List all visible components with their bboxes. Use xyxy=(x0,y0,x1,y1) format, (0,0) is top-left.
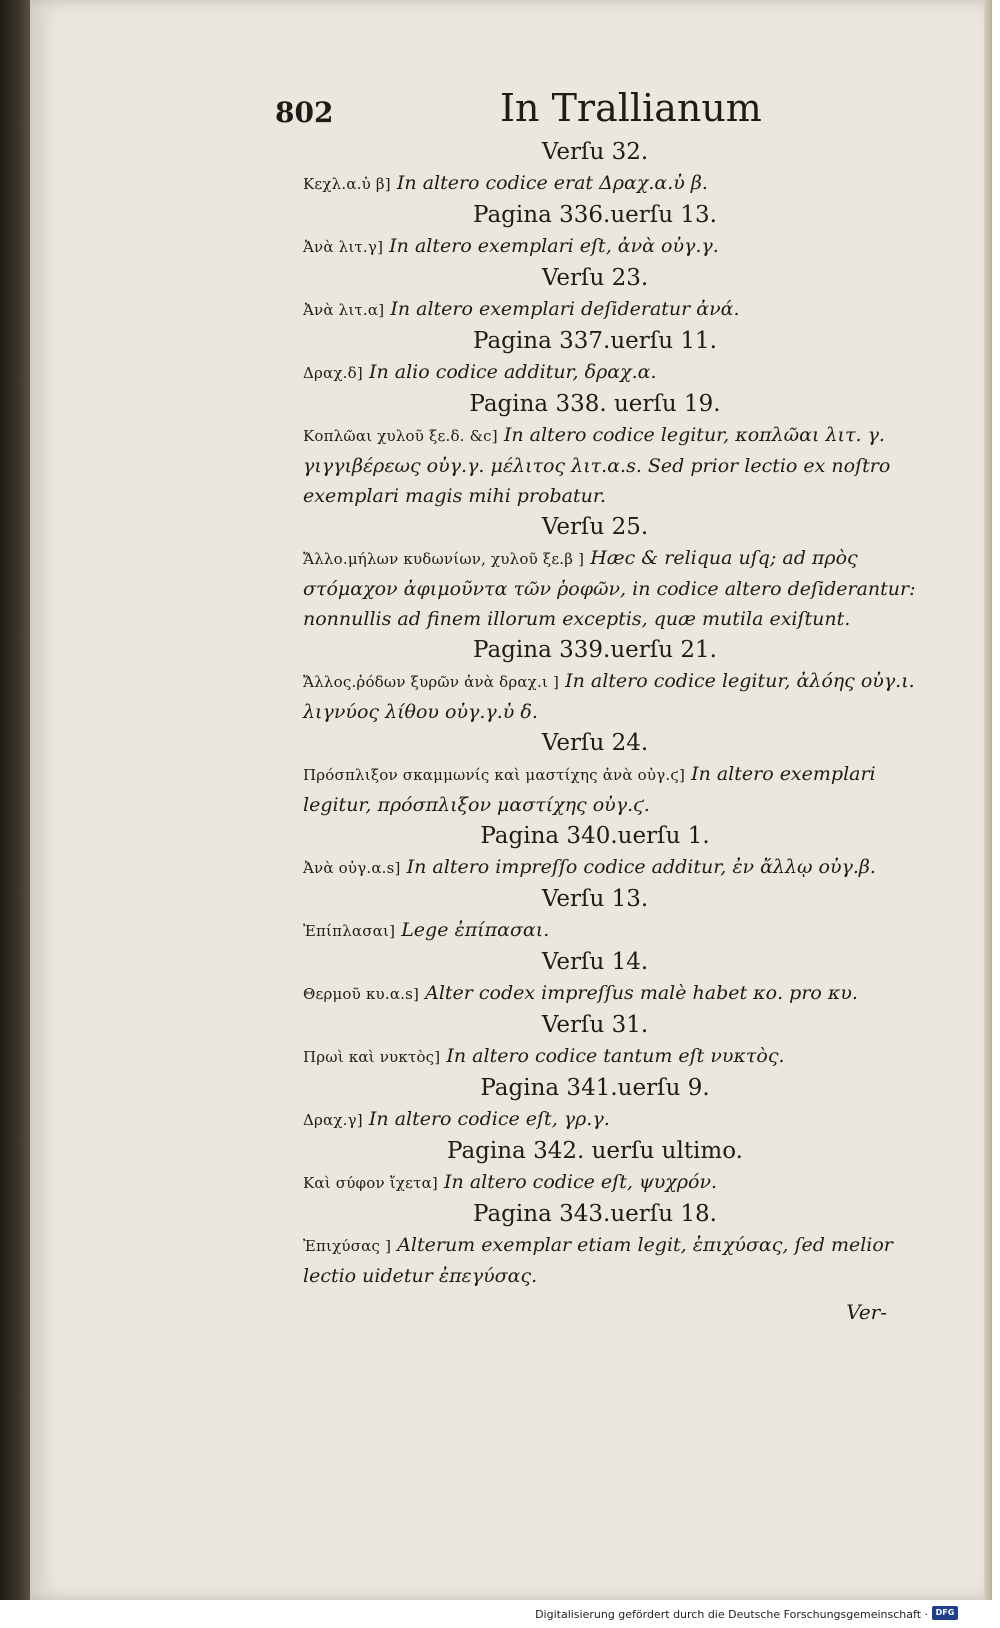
note-lemma: Κοπλῶαι χυλοῦ ξε.δ. &c] xyxy=(303,427,498,445)
note-lemma: Ἐπίπλασαι] xyxy=(303,922,396,940)
note xyxy=(265,168,925,199)
note-text: In altero codice eſt, γρ.γ. xyxy=(368,1108,610,1130)
section-heading: Pagina 339.uerſu 21. xyxy=(473,637,717,663)
note xyxy=(265,1230,925,1291)
section-heading: Pagina 342. uerſu ultimo. xyxy=(447,1138,743,1164)
note-lemma: Ἄλλος.ῥόδων ξυρῶν ἀνὰ δραχ.ι ] xyxy=(303,673,560,691)
note-text: Alter codex impreſſus malè habet κο. pro κυ. xyxy=(425,982,858,1004)
note-lemma: Δραχ.δ] xyxy=(303,364,363,382)
digitization-footer xyxy=(0,1600,1000,1628)
section-heading: Pagina 341.uerſu 9. xyxy=(480,1075,710,1101)
note xyxy=(265,759,925,820)
note-text: In altero impreſſo codice additur, ἐν ἄλλῳ οὐγ.β. xyxy=(406,856,876,878)
note-text: In altero codice tantum eſt νυκτὸς. xyxy=(446,1045,785,1067)
note xyxy=(265,852,925,883)
note-lemma: Θερμοῦ κυ.α.s] xyxy=(303,985,420,1003)
note xyxy=(265,1104,925,1135)
note-lemma: Ἀνὰ οὐγ.α.s] xyxy=(303,859,401,877)
note xyxy=(265,978,925,1009)
note xyxy=(265,666,925,727)
book-page xyxy=(30,0,992,1600)
commentary-text xyxy=(265,136,925,1291)
running-head: In Trallianum xyxy=(500,86,762,130)
note-lemma: Πρόσπλιξον σκαμμωνίς καὶ μαστίχης ἀνὰ οὐγ.ϛ] xyxy=(303,766,686,784)
funding-notice: Digitalisierung gefördert durch die Deutsche Forschungsgemeinschaft · xyxy=(535,1608,928,1621)
note-text: In altero codice eſt, ψυχρόν. xyxy=(444,1171,718,1193)
note-lemma: Πρωὶ καὶ νυκτὸς] xyxy=(303,1048,441,1066)
note-lemma: Καὶ σύφον ἴχετα] xyxy=(303,1174,438,1192)
section-heading: Verſu 24. xyxy=(541,730,649,756)
section-heading: Pagina 338. uerſu 19. xyxy=(469,391,721,417)
note xyxy=(265,1041,925,1072)
section-heading: Verſu 23. xyxy=(541,265,649,291)
page-header xyxy=(30,86,992,136)
note-text: In altero exemplari deſideratur ἀνά. xyxy=(390,298,740,320)
section-heading: Verſu 32. xyxy=(541,139,649,165)
note-lemma: Κεχλ.α.ὐ β] xyxy=(303,175,391,193)
section-heading: Verſu 25. xyxy=(541,514,649,540)
catchword: Ver- xyxy=(846,1300,887,1324)
section-heading: Pagina 336.uerſu 13. xyxy=(473,202,717,228)
note-text: In altero exemplari eſt, ἀνὰ οὐγ.γ. xyxy=(389,235,719,257)
note-text: In altero codice legitur, ἀλόης οὐγ.ι. λιγνύος λίθου οὐγ.γ.ὐ δ. xyxy=(303,670,915,723)
note-text: Lege ἐπίπασαι. xyxy=(401,919,550,941)
section-heading: Verſu 31. xyxy=(541,1012,649,1038)
note-lemma: Ἀνὰ λιτ.α] xyxy=(303,301,385,319)
note-text: Alterum exemplar etiam legit, ἐπιχύσας, ſed melior lectio uidetur ἐπεγύσας. xyxy=(303,1234,893,1287)
note xyxy=(265,420,925,511)
note xyxy=(265,231,925,262)
note-text: Hæc & reliqua uſq; ad πρὸς στόμαχον ἀφιμοῦντα τῶν ῥοφῶν, in codice altero deſiderantur: nonnullis ad finem illorum exceptis, quæ mutila exiſtunt. xyxy=(303,547,916,630)
book-binding-edge xyxy=(0,0,30,1600)
note xyxy=(265,915,925,946)
section-heading: Pagina 340.uerſu 1. xyxy=(480,823,710,849)
note-text: In altero codice erat Δραχ.α.ὐ β. xyxy=(396,172,708,194)
note-lemma: Ἀνὰ λιτ.γ] xyxy=(303,238,384,256)
section-heading: Pagina 343.uerſu 18. xyxy=(473,1201,717,1227)
section-heading: Verſu 14. xyxy=(541,949,649,975)
note-text: In altero exemplari legitur, πρόσπλιξον μαστίχης οὐγ.ϛ. xyxy=(303,763,876,816)
page-edge xyxy=(984,0,992,1600)
note-lemma: Δραχ.γ] xyxy=(303,1111,363,1129)
note-lemma: Ἐπιχύσας ] xyxy=(303,1237,392,1255)
note xyxy=(265,294,925,325)
dfg-logo: DFG xyxy=(932,1606,958,1620)
note xyxy=(265,543,925,634)
page-number: 802 xyxy=(275,96,334,129)
note xyxy=(265,1167,925,1198)
note-text: In altero codice legitur, κοπλῶαι λιτ. γ. γιγγιβέρεως οὐγ.γ. μέλιτος λιτ.α.s. Sed prior lectio ex noſtro exemplari magis mihi probatur. xyxy=(303,424,891,507)
section-heading: Verſu 13. xyxy=(541,886,649,912)
note xyxy=(265,357,925,388)
note-lemma: Ἄλλο.μήλων κυδωνίων, χυλοῦ ξε.β ] xyxy=(303,550,585,568)
section-heading: Pagina 337.uerſu 11. xyxy=(473,328,717,354)
note-text: In alio codice additur, δραχ.α. xyxy=(368,361,657,383)
